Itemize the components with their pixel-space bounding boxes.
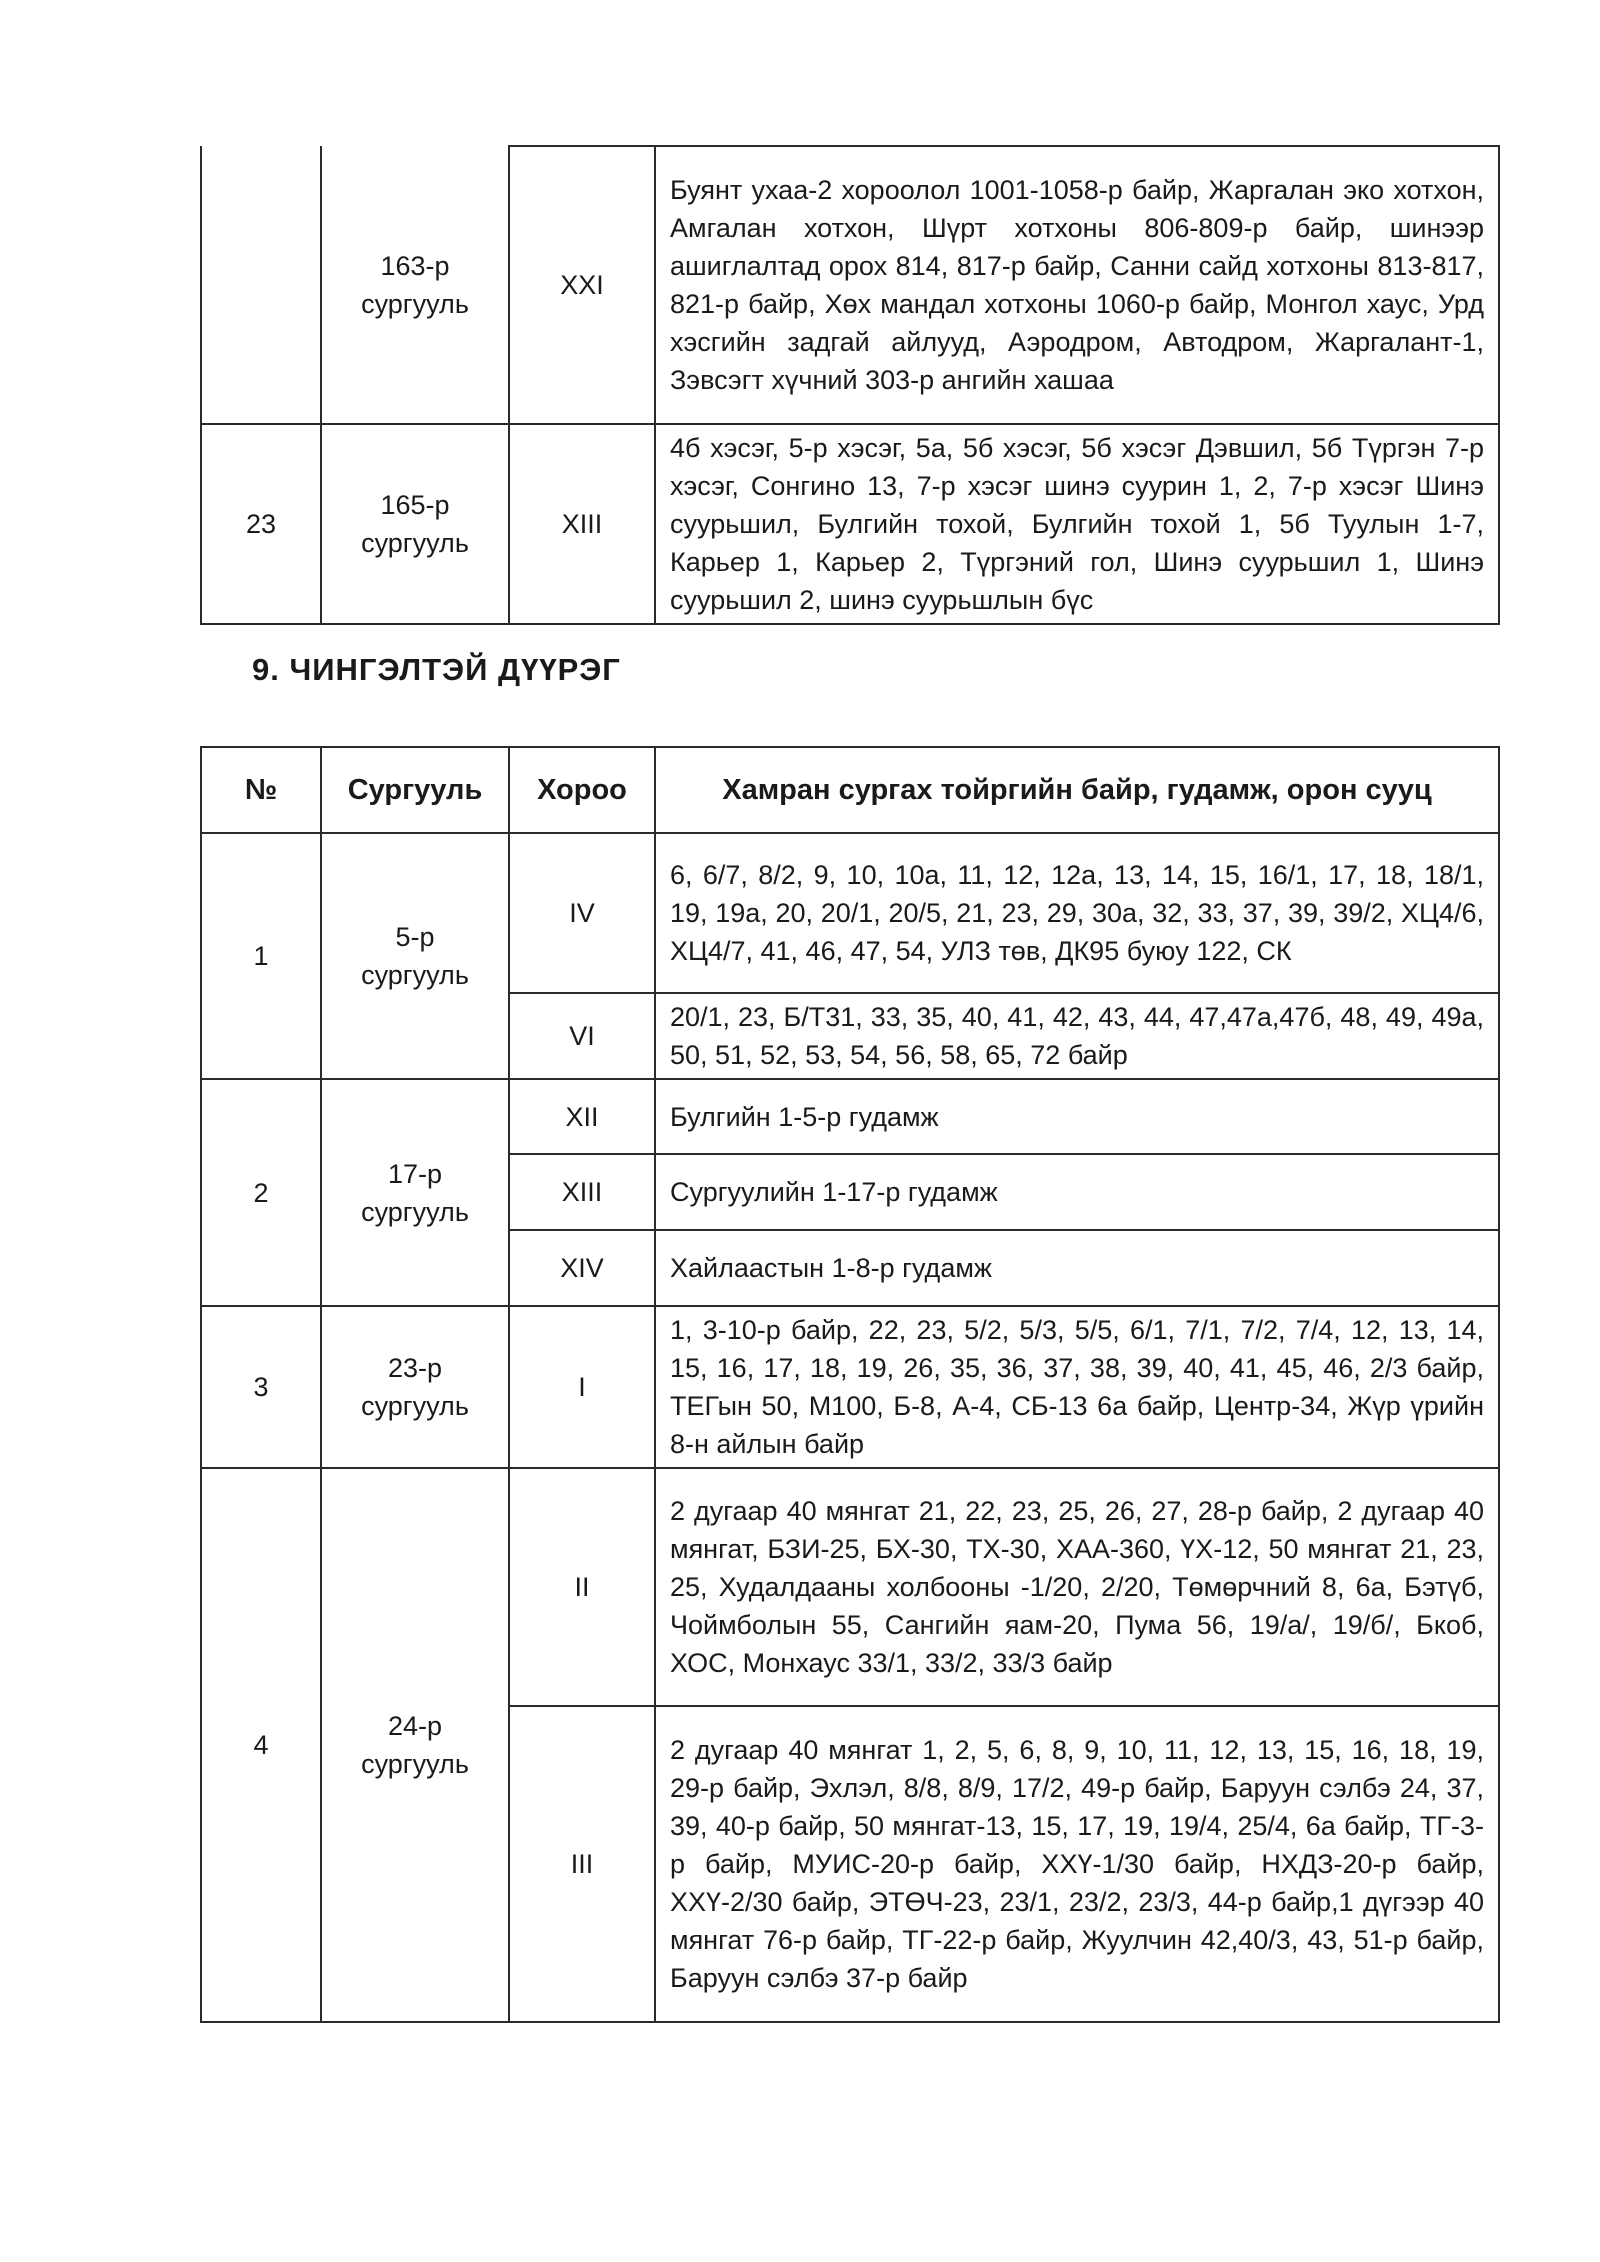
row-number-cell: 3 xyxy=(201,1306,321,1468)
address-cell xyxy=(655,993,1499,1079)
address-cell xyxy=(655,833,1499,993)
address-text: 20/1, 23, Б/Т31, 33, 35, 40, 41, 42, 43, 44, 47,47а,47б, 48, 49, 49а, 50, 51, 52, 53, 54, 56, 58, 65, 72 байр xyxy=(670,1002,1484,1070)
row-number-cell: 1 xyxy=(201,833,321,1079)
continuation-table xyxy=(200,145,1500,625)
section-heading: 9. ЧИНГЭЛТЭЙ ДҮҮРЭГ xyxy=(252,652,621,687)
address-text: Хайлаастын 1-8-р гудамж xyxy=(670,1253,992,1283)
school-number: 5-р xyxy=(395,922,435,952)
school-cell xyxy=(321,1079,509,1306)
khoroo-cell: III xyxy=(509,1706,655,2022)
table-row xyxy=(201,1306,1499,1468)
school-district-table xyxy=(200,746,1500,2023)
header-school: Сургууль xyxy=(321,747,509,833)
header-khoroo: Хороо xyxy=(509,747,655,833)
header-addresses: Хамран сургах тойргийн байр, гудамж, орон сууц xyxy=(655,747,1499,833)
school-cell xyxy=(321,1306,509,1468)
row-number-cell: 4 xyxy=(201,1468,321,2022)
address-cell xyxy=(655,424,1499,624)
table-row xyxy=(201,833,1499,993)
school-number: 17-р xyxy=(387,1158,443,1189)
address-text: Сургуулийн 1-17-р гудамж xyxy=(670,1177,998,1207)
khoroo-cell: I xyxy=(509,1306,655,1468)
address-text: 4б хэсэг, 5-р хэсэг, 5а, 5б хэсэг, 5б хэсэг Дэвшил, 5б Түргэн 7-р хэсэг, Сонгино 13, 7-р хэсэг шинэ суурин 1, 2, 7-р хэсэг Шинэ суурьшил, Булгийн тохой, Булгийн тохой 1, 5б Туулын 1-7, Карьер 1, Карьер 2, Түргэний гол, Шинэ суурьшил 1, Шинэ суурьшил 2, шинэ суурьшлын бүс xyxy=(670,433,1484,615)
school-word: сургууль xyxy=(361,1196,469,1227)
khoroo-cell: XII xyxy=(509,1079,655,1154)
school-word: сургууль xyxy=(361,528,469,558)
khoroo-cell: II xyxy=(509,1468,655,1706)
khoroo-cell: XIV xyxy=(509,1230,655,1306)
table-row xyxy=(201,146,1499,424)
table-row xyxy=(201,1468,1499,1706)
table-row xyxy=(201,424,1499,624)
address-cell xyxy=(655,146,1499,424)
address-text: 2 дугаар 40 мянгат 1, 2, 5, 6, 8, 9, 10, 11, 12, 13, 15, 16, 18, 19, 29-р байр, Эхлэл, 8/8, 8/9, 17/2, 49-р байр, Баруун сэлбэ 24, 37, 39, 40-р байр, 50 мянгат-13, 15, 17, 19, 19/4, 25/4, 6а байр, ТГ-3-р байр, МУИС-20-р байр, ХХҮ-1/30 байр, НХДЗ-20-р байр, ХХҮ-2/30 байр, ЭТӨЧ-23, 23/1, 23/2, 23/3, 44-р байр,1 дүгээр 40 мянгат 76-р байр, ТГ-22-р байр, Жуулчин 42,40/3, 43, 51-р байр, Баруун сэлбэ 37-р байр xyxy=(670,1735,1484,1993)
address-text: Буянт ухаа-2 хороолол 1001-1058-р байр, Жаргалан эко хотхон, Амгалан хотхон, Шүрт хотхоны 806-809-р байр, шинээр ашиглалтад орох 814, 817-р байр, Санни сайд хотхоны 813-817, 821-р байр, Хөх мандал хотхоны 1060-р байр, Монгол хаус, Урд хэсгийн задгай айлууд, Аэродром, Автодром, Жаргалант-1, Зэвсэгт хүчний 303-р ангийн хашаа xyxy=(670,175,1484,395)
header-no: № xyxy=(201,747,321,833)
school-word: сургууль xyxy=(361,1749,469,1779)
school-number: 24-р xyxy=(387,1711,443,1741)
school-word: сургууль xyxy=(361,960,469,990)
row-number-cell xyxy=(201,146,321,424)
school-cell xyxy=(321,146,509,424)
address-text: Булгийн 1-5-р гудамж xyxy=(670,1101,939,1132)
school-cell xyxy=(321,424,509,624)
school-word: сургууль xyxy=(361,1391,469,1421)
school-number: 165-р xyxy=(380,490,450,520)
address-text: 1, 3-10-р байр, 22, 23, 5/2, 5/3, 5/5, 6/1, 7/1, 7/2, 7/4, 12, 13, 14, 15, 16, 17, 18, 19, 26, 35, 36, 37, 38, 39, 40, 41, 45, 46, 2/3 байр, ТЕГын 50, М100, Б-8, А-4, СБ-13 6а байр, Центр-34, Жүр үрийн 8-н айлын байр xyxy=(670,1315,1484,1459)
address-cell xyxy=(655,1079,1499,1154)
school-number: 163-р xyxy=(380,250,450,281)
row-number-cell: 2 xyxy=(201,1079,321,1306)
row-number-cell: 23 xyxy=(201,424,321,624)
khoroo-cell: VI xyxy=(509,993,655,1079)
school-word: сургууль xyxy=(361,288,469,319)
table-row xyxy=(201,1079,1499,1154)
table-header-row xyxy=(201,747,1499,833)
school-number: 23-р xyxy=(387,1353,443,1383)
khoroo-cell: XIII xyxy=(509,424,655,624)
address-cell xyxy=(655,1468,1499,1706)
address-cell xyxy=(655,1706,1499,2022)
khoroo-cell: XXI xyxy=(509,146,655,424)
khoroo-cell: IV xyxy=(509,833,655,993)
address-cell xyxy=(655,1306,1499,1468)
address-cell xyxy=(655,1230,1499,1306)
address-text: 2 дугаар 40 мянгат 21, 22, 23, 25, 26, 27, 28-р байр, 2 дугаар 40 мянгат, БЗИ-25, БХ-30, ТХ-30, ХАА-360, ҮХ-12, 50 мянгат 21, 23, 25, Худалдааны холбооны -1/20, 2/20, Төмөрчний 8, 6а, Бэтүб, Чоймболын 55, Сангийн яам-20, Пума 56, 19/а/, 19/б/, Бкоб, ХОС, Монхаус 33/1, 33/2, 33/3 байр xyxy=(670,1496,1484,1678)
school-cell xyxy=(321,833,509,1079)
school-cell xyxy=(321,1468,509,2022)
address-cell xyxy=(655,1154,1499,1230)
khoroo-cell: XIII xyxy=(509,1154,655,1230)
address-text: 6, 6/7, 8/2, 9, 10, 10а, 11, 12, 12а, 13, 14, 15, 16/1, 17, 18, 18/1, 19, 19а, 20, 20/1, 20/5, 21, 23, 29, 30а, 32, 33, 37, 39, 39/2, ХЦ4/6, ХЦ4/7, 41, 46, 47, 54, УЛЗ төв, ДК95 буюу 122, СК xyxy=(670,860,1484,966)
